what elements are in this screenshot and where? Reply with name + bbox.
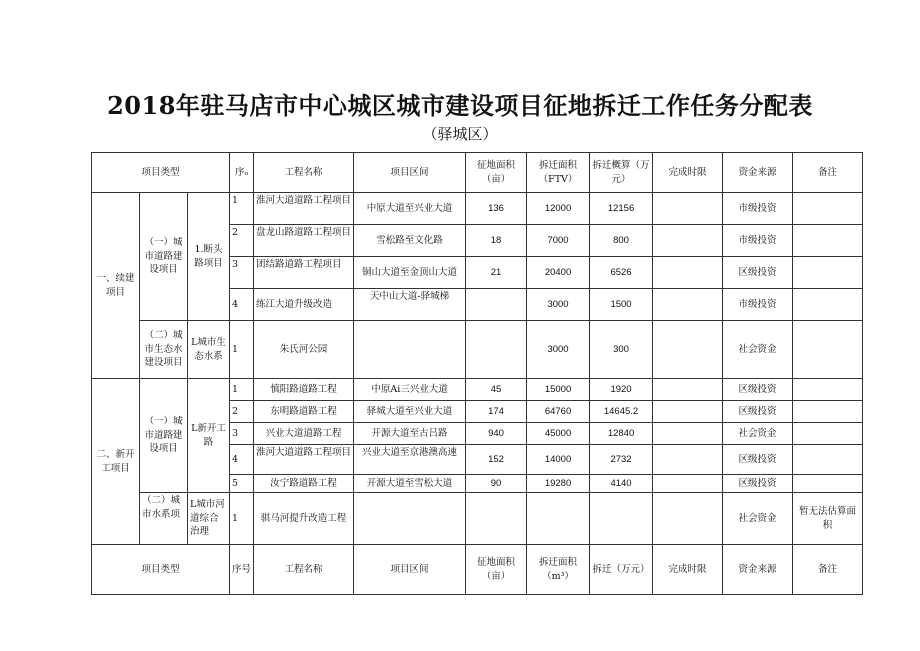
row-demo: 20400 — [527, 257, 590, 289]
row-name: 朱氏河公园 — [254, 321, 354, 379]
page-title: 2018年驻马店市中心城区城市建设项目征地拆迁工作任务分配表 — [107, 91, 813, 120]
table-row — [92, 379, 863, 401]
row-fund: 区级投资 — [723, 401, 793, 423]
row-demo: 3000 — [527, 289, 590, 321]
row-note — [793, 321, 863, 379]
row-demo: 19280 — [527, 475, 590, 493]
footer-note: 备注 — [793, 545, 863, 595]
row-budget: 1500 — [590, 289, 653, 321]
row-budget: 2732 — [590, 445, 653, 475]
subgroup-eco-water: （二）城市生态水建设项目 — [140, 321, 188, 379]
row-fund: 区级投资 — [723, 379, 793, 401]
footer-type: 项目类型 — [92, 545, 230, 595]
row-range: 开源大道至雪松大道 — [354, 475, 466, 493]
footer-fund: 资金来源 — [723, 545, 793, 595]
row-range: 雪松路至文化路 — [354, 225, 466, 257]
header-seq: 序ₒ — [230, 153, 254, 193]
row-range — [354, 493, 466, 545]
header-range: 项目区间 — [354, 153, 466, 193]
row-note: 暂无法估算面积 — [793, 493, 863, 545]
row-seq: 1 — [230, 379, 254, 401]
subgroup-road-type: 1.断头路项目 — [188, 193, 230, 321]
row-range: 天中山大道-驿城梯 — [354, 289, 466, 321]
row-land: 18 — [466, 225, 527, 257]
row-range: 开源大道至古吕路 — [354, 423, 466, 445]
row-fund: 市级投资 — [723, 225, 793, 257]
table-row — [92, 193, 863, 225]
group-continuing: 一、续建项目 — [92, 193, 140, 379]
row-land: 21 — [466, 257, 527, 289]
row-seq: 1 — [230, 493, 254, 545]
row-name: 骐马河提升改造工程 — [254, 493, 354, 545]
row-range — [354, 321, 466, 379]
row-budget — [590, 493, 653, 545]
footer-range: 项目区间 — [354, 545, 466, 595]
row-name: 盘龙山路道路工程项目 — [254, 225, 354, 257]
row-range: 中原大道至兴业大道 — [354, 193, 466, 225]
header-note: 备注 — [793, 153, 863, 193]
table-footer-header-row — [92, 545, 863, 595]
row-demo: 64760 — [527, 401, 590, 423]
footer-land: 征地面积（亩） — [466, 545, 527, 595]
row-budget: 14645.2 — [590, 401, 653, 423]
row-name: 团结路道路工程项目 — [254, 257, 354, 289]
subgroup-eco-water-type: L城市生态水系 — [188, 321, 230, 379]
row-seq: 1 — [230, 321, 254, 379]
row-name: 淮河大道道路工程项目 — [254, 445, 354, 475]
row-note — [793, 225, 863, 257]
task-allocation-table — [91, 152, 863, 595]
row-deadline — [653, 475, 723, 493]
header-fund: 资金来源 — [723, 153, 793, 193]
row-land: 90 — [466, 475, 527, 493]
header-budget: 拆迁概算（万元） — [590, 153, 653, 193]
row-budget: 12156 — [590, 193, 653, 225]
row-seq: 4 — [230, 445, 254, 475]
table-row — [92, 321, 863, 379]
row-fund: 市级投资 — [723, 289, 793, 321]
page-subtitle: （驿城区） — [422, 125, 498, 143]
row-deadline — [653, 423, 723, 445]
row-range: 驿城大道至兴业大道 — [354, 401, 466, 423]
row-land: 45 — [466, 379, 527, 401]
row-name: 淮河大道道路工程项目 — [254, 193, 354, 225]
row-seq: 3 — [230, 257, 254, 289]
row-land — [466, 289, 527, 321]
header-demo: 拆迁面积（FTV） — [527, 153, 590, 193]
row-land: 136 — [466, 193, 527, 225]
row-land — [466, 493, 527, 545]
table-header-row — [92, 153, 863, 193]
subgroup-new-road-type: L新开工路 — [188, 379, 230, 493]
row-seq: 4 — [230, 289, 254, 321]
row-deadline — [653, 321, 723, 379]
row-seq: 2 — [230, 401, 254, 423]
row-seq: 1 — [230, 193, 254, 225]
row-range: 中原Ai三兴业大道 — [354, 379, 466, 401]
row-budget: 12840 — [590, 423, 653, 445]
row-demo: 3000 — [527, 321, 590, 379]
row-seq: 2 — [230, 225, 254, 257]
row-deadline — [653, 193, 723, 225]
row-name: 汝宁路道路工程 — [254, 475, 354, 493]
row-land: 152 — [466, 445, 527, 475]
row-deadline — [653, 493, 723, 545]
row-deadline — [653, 225, 723, 257]
header-type: 项目类型 — [92, 153, 230, 193]
row-demo — [527, 493, 590, 545]
row-budget: 1920 — [590, 379, 653, 401]
row-demo: 14000 — [527, 445, 590, 475]
row-range: 兴业大道至京港澳高速 — [354, 445, 466, 475]
row-deadline — [653, 445, 723, 475]
subgroup-new-road: （一）城市道路建设项目 — [140, 379, 188, 493]
row-range: 铜山大道至金顶山大道 — [354, 257, 466, 289]
footer-seq: 序号 — [230, 545, 254, 595]
header-land: 征地面积（亩） — [466, 153, 527, 193]
subgroup-water: （二）城市水系项 — [140, 493, 188, 545]
row-deadline — [653, 401, 723, 423]
footer-name: 工程名称 — [254, 545, 354, 595]
row-fund: 区级投资 — [723, 445, 793, 475]
row-demo: 15000 — [527, 379, 590, 401]
row-note — [793, 289, 863, 321]
row-fund: 社会资金 — [723, 423, 793, 445]
row-demo: 7000 — [527, 225, 590, 257]
row-seq: 5 — [230, 475, 254, 493]
row-note — [793, 475, 863, 493]
row-land: 940 — [466, 423, 527, 445]
subgroup-road: （一）城市道路建设项目 — [140, 193, 188, 321]
row-note — [793, 193, 863, 225]
row-demo: 45000 — [527, 423, 590, 445]
header-name: 工程名称 — [254, 153, 354, 193]
row-note — [793, 379, 863, 401]
row-name: 练江大道升级改造 — [254, 289, 354, 321]
row-land — [466, 321, 527, 379]
row-name: 东明路道路工程 — [254, 401, 354, 423]
row-land: 174 — [466, 401, 527, 423]
row-deadline — [653, 379, 723, 401]
row-fund: 社会资金 — [723, 493, 793, 545]
row-fund: 区级投资 — [723, 257, 793, 289]
row-demo: 12000 — [527, 193, 590, 225]
row-note — [793, 423, 863, 445]
row-budget: 4140 — [590, 475, 653, 493]
subgroup-water-type: L城市河道综合治理 — [188, 493, 230, 545]
footer-demo: 拆迁面积（m³） — [527, 545, 590, 595]
row-budget: 300 — [590, 321, 653, 379]
row-name: 慎阳路道路工程 — [254, 379, 354, 401]
row-deadline — [653, 257, 723, 289]
row-fund: 社会资金 — [723, 321, 793, 379]
row-deadline — [653, 289, 723, 321]
row-budget: 800 — [590, 225, 653, 257]
row-fund: 区级投资 — [723, 475, 793, 493]
row-note — [793, 257, 863, 289]
row-seq: 3 — [230, 423, 254, 445]
row-note — [793, 401, 863, 423]
header-deadline: 完成时限 — [653, 153, 723, 193]
table-row — [92, 493, 863, 545]
row-budget: 6526 — [590, 257, 653, 289]
footer-deadline: 完成时限 — [653, 545, 723, 595]
row-name: 兴业大道道路工程 — [254, 423, 354, 445]
group-new: 二、新开工项目 — [92, 379, 140, 545]
row-fund: 市级投资 — [723, 193, 793, 225]
footer-budget: 拆迁（万元） — [590, 545, 653, 595]
row-note — [793, 445, 863, 475]
